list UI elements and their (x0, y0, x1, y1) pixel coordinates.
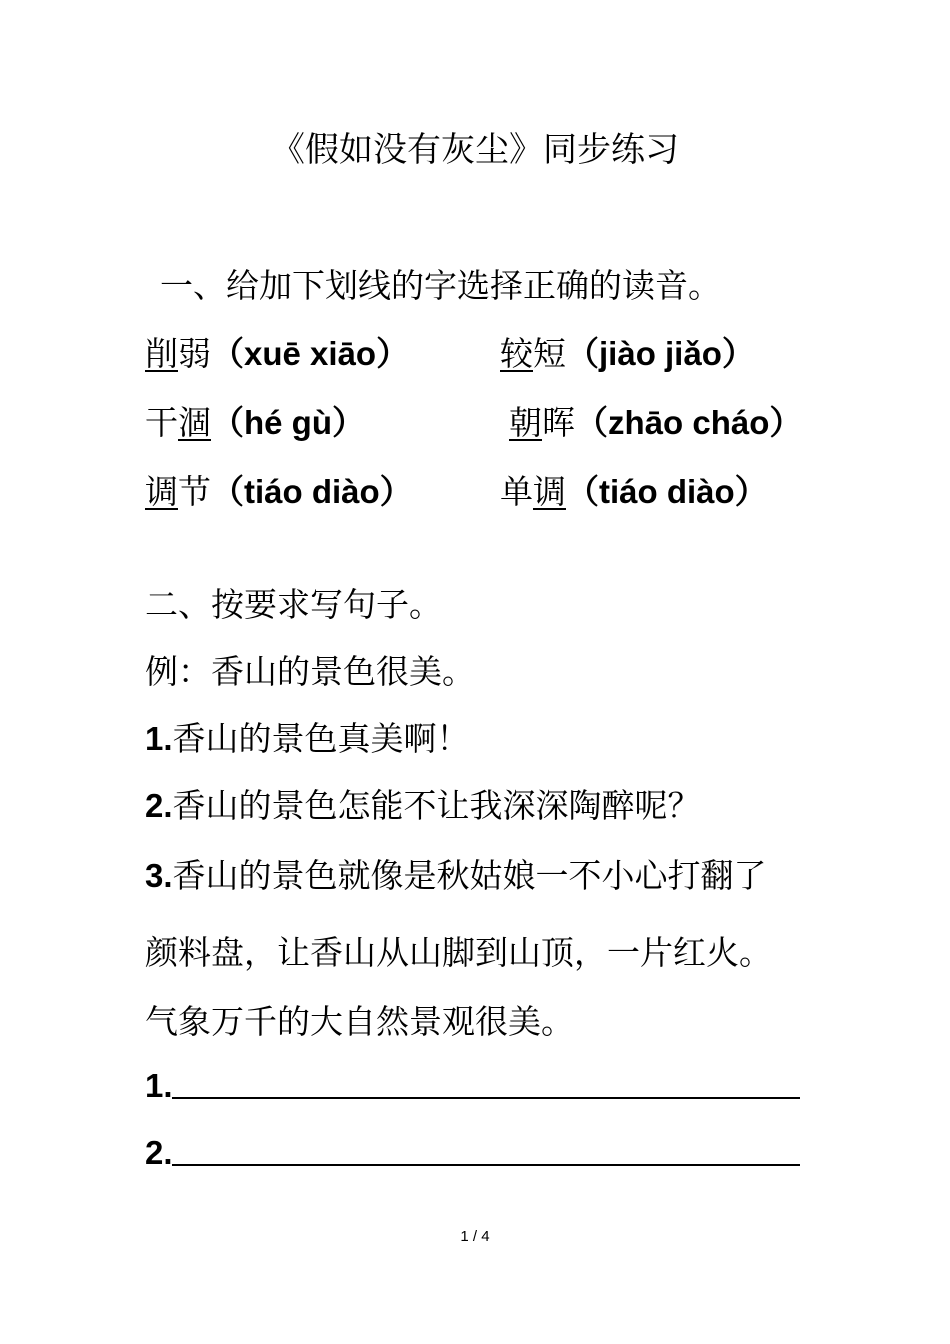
underlined-char: 较 (500, 334, 533, 373)
blank-number-1: 1. (145, 1067, 173, 1104)
underlined-char: 削 (145, 334, 178, 373)
pinyin-options: （zhāo cháo） (575, 404, 803, 441)
underlined-char: 调 (145, 472, 178, 511)
answer-text: 香山的景色就像是秋姑娘一不小心打翻了 (172, 856, 767, 895)
answer-3-continued: 颜料盘，让香山从山脚到山顶，一片红火。 (145, 933, 772, 972)
answer-1 (145, 719, 470, 759)
pinyin-options: （tiáo diào） (566, 473, 768, 510)
section2-heading: 二、按要求写句子。 (145, 585, 442, 624)
answer-number: 2. (145, 787, 173, 824)
answer-text: 香山的景色怎能不让我深深陶醉呢？ (172, 786, 701, 825)
answer-number: 1. (145, 720, 173, 757)
word-rest: 晖 (542, 403, 575, 442)
answer-blank-2[interactable] (172, 1164, 800, 1166)
pinyin-options: （hé gù） (211, 404, 365, 441)
page-indicator: 1 / 4 (460, 1228, 490, 1245)
pinyin-options: （xuē xiāo） (211, 335, 410, 372)
pinyin-item-2 (500, 334, 755, 374)
pinyin-options: （tiáo diào） (211, 473, 413, 510)
underlined-char: 涸 (178, 403, 211, 442)
answer-text: 香山的景色真美啊！ (172, 719, 470, 758)
word-rest: 短 (533, 334, 566, 373)
word-rest: 弱 (178, 334, 211, 373)
pinyin-options: （jiào jiǎo） (566, 335, 755, 372)
prompt-sentence: 气象万千的大自然景观很美。 (145, 1002, 574, 1041)
answer-3 (145, 856, 767, 896)
answer-blank-1[interactable] (172, 1097, 800, 1099)
pinyin-item-4 (509, 403, 802, 443)
underlined-char: 朝 (509, 403, 542, 442)
pinyin-item-6 (500, 472, 768, 512)
section1-heading: 一、给加下划线的字选择正确的读音。 (160, 266, 721, 305)
word-prefix: 干 (145, 403, 178, 442)
blank-number-2: 2. (145, 1134, 173, 1171)
page-title: 《假如没有灰尘》同步练习 (271, 130, 679, 170)
underlined-char: 调 (533, 472, 566, 511)
answer-2 (145, 786, 701, 826)
pinyin-item-5 (145, 472, 413, 512)
pinyin-item-1 (145, 334, 409, 374)
example-sentence: 例：香山的景色很美。 (145, 652, 475, 691)
pinyin-item-3 (145, 403, 365, 443)
word-prefix: 单 (500, 472, 533, 511)
word-rest: 节 (178, 472, 211, 511)
answer-number: 3. (145, 857, 173, 894)
